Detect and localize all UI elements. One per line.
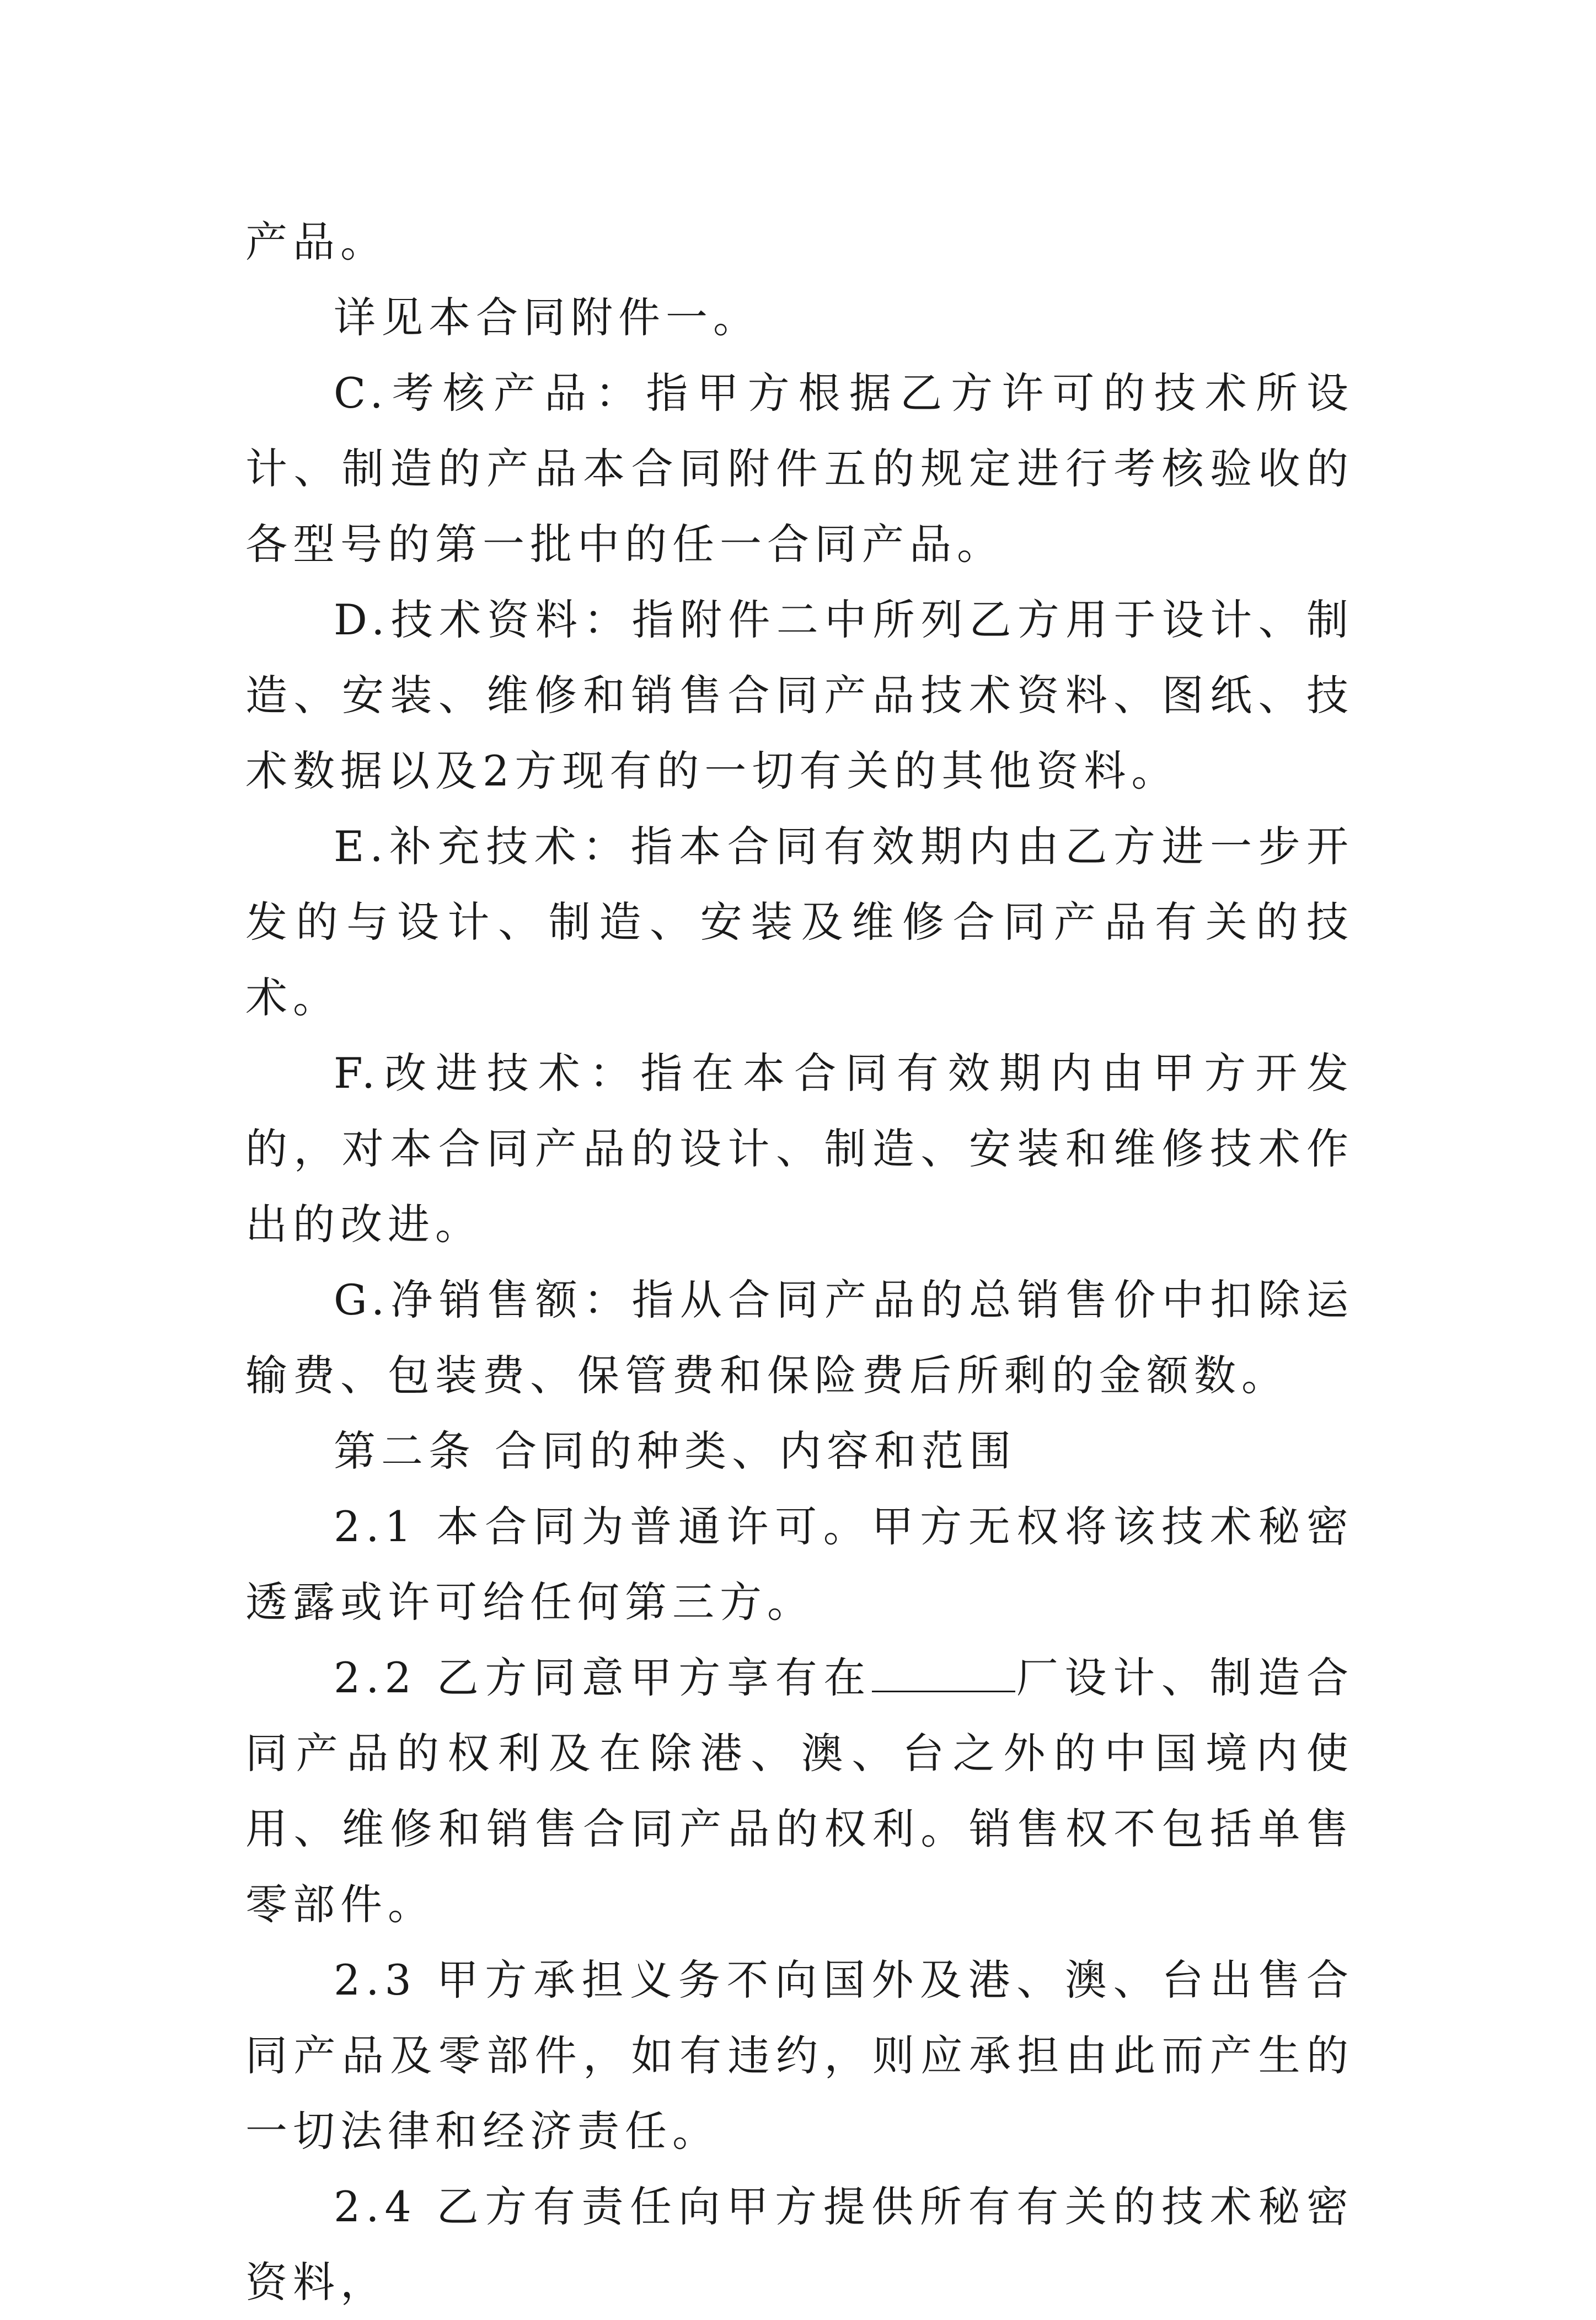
- paragraph-see-annex: 详见本合同附件一。: [334, 293, 760, 342]
- paragraph-definition-g: G.净销售额：指从合同产品的总销售价中扣除运输费、包装费、保管费和保险费后所剩的金额数。: [245, 1275, 1354, 1400]
- paragraph-definition-e: E.补充技术：指本合同有效期内由乙方进一步开发的与设计、制造、安装及维修合同产品有关的技术。: [245, 822, 1354, 1022]
- article-two-heading: 第二条 合同的种类、内容和范围: [334, 1426, 1017, 1476]
- paragraph-clause-2-1: 2.1 本合同为普通许可。甲方无权将该技术秘密透露或许可给任何第三方。: [245, 1502, 1354, 1627]
- paragraph-definition-c: C.考核产品：指甲方根据乙方许可的技术所设计、制造的产品本合同附件五的规定进行考核验收的各型号的第一批中的任一合同产品。: [245, 368, 1354, 569]
- paragraph-definition-d: D.技术资料：指附件二中所列乙方用于设计、制造、安装、维修和销售合同产品技术资料、图纸、技术数据以及2方现有的一切有关的其他资料。: [245, 595, 1354, 795]
- clause-2-2-text-after: 厂设计、制造合同产品的权利及在除港、澳、台之外的中国境内使用、维修和销售合同产品的权利。销售权不包括单售零部件。: [245, 1653, 1354, 1929]
- paragraph-clause-2-4: 2.4 乙方有责任向甲方提供所有有关的技术秘密资料，: [245, 2182, 1354, 2307]
- clause-2-2-text-before: 2.2 乙方同意甲方享有在: [334, 1653, 872, 1702]
- factory-name-blank: [872, 1652, 1015, 1692]
- paragraph-product-end: 产品。: [245, 217, 388, 266]
- document-body: [245, 204, 1354, 2320]
- paragraph-definition-f: F.改进技术：指在本合同有效期内由甲方开发的，对本合同产品的设计、制造、安装和维修技术作出的改进。: [245, 1049, 1354, 1249]
- paragraph-clause-2-3: 2.3 甲方承担义务不向国外及港、澳、台出售合同产品及零部件，如有违约，则应承担由此而产生的一切法律和经济责任。: [245, 1955, 1354, 2156]
- paragraph-clause-2-2: [245, 1640, 1354, 1942]
